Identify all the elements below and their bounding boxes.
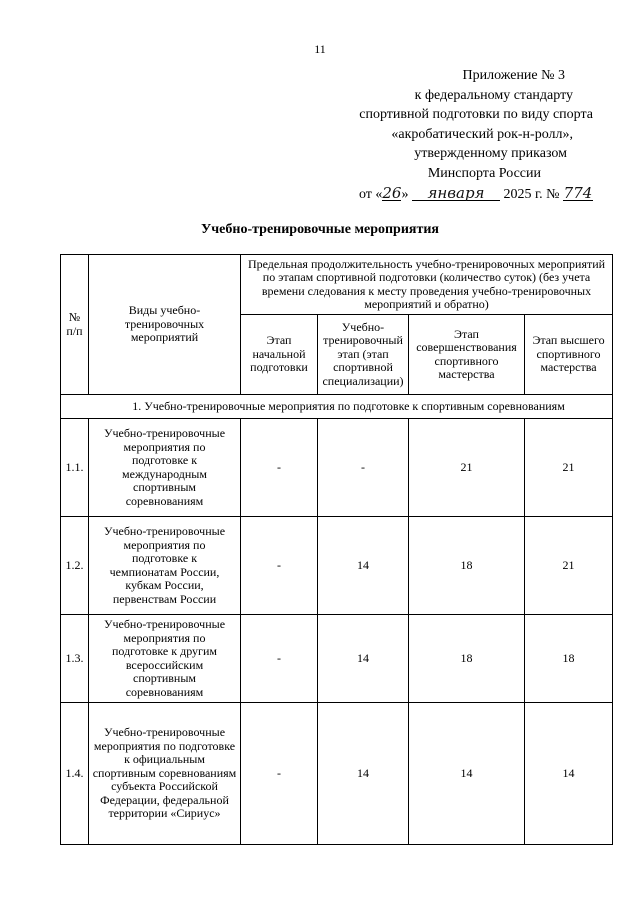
header-stage2: Учебно-тренировочный этап (этап спортивной специализации)	[318, 315, 409, 395]
row-stage4: 18	[525, 615, 613, 703]
header-stage4: Этап высшего спортивного мастерства	[525, 315, 613, 395]
table-row	[61, 615, 613, 703]
date-day-handwritten: 26	[382, 184, 402, 202]
date-prefix: от «	[358, 187, 383, 202]
events-table	[60, 254, 613, 845]
section-title: 1. Учебно-тренировочные мероприятия по подготовке к спортивным соревнованиям	[61, 395, 613, 419]
row-stage2: 14	[318, 703, 409, 845]
appendix-line: утвержденному приказом	[414, 146, 567, 161]
header-stage1: Этап начальной подготовки	[241, 315, 318, 395]
date-mid: »	[401, 187, 412, 202]
row-stage4: 21	[525, 517, 613, 615]
appendix-line: к федеральному стандарту	[414, 87, 573, 103]
row-name: Учебно-тренировочные мероприятия по подготовке к официальным спортивным соревнованиям субъекта Российской Федерации, федеральной территории «Сириус»	[89, 703, 241, 845]
row-num: 1.4.	[61, 703, 89, 845]
row-stage1: -	[241, 703, 318, 845]
row-stage4: 21	[525, 419, 613, 517]
row-stage3: 18	[409, 615, 525, 703]
row-stage4: 14	[525, 703, 613, 845]
row-stage2: -	[318, 419, 409, 517]
row-stage3: 21	[409, 419, 525, 517]
section-row	[61, 395, 613, 419]
row-num: 1.1.	[61, 419, 89, 517]
row-stage3: 14	[409, 703, 525, 845]
row-stage2: 14	[318, 517, 409, 615]
appendix-date-line	[293, 185, 593, 205]
appendix-title: Приложение № 3	[462, 68, 565, 83]
table-header-row	[61, 255, 613, 315]
appendix-line: Минспорта России	[427, 165, 541, 181]
row-name: Учебно-тренировочные мероприятия по подготовке к международным спортивным соревнованиям	[89, 419, 241, 517]
row-stage1: -	[241, 419, 318, 517]
table-row	[61, 517, 613, 615]
row-name: Учебно-тренировочные мероприятия по подготовке к другим всероссийским спортивным соревнованиям	[89, 615, 241, 703]
row-stage2: 14	[318, 615, 409, 703]
appendix-line: «акробатический рок-н-ролл»,	[391, 126, 573, 142]
row-stage3: 18	[409, 517, 525, 615]
table-row	[61, 703, 613, 845]
row-stage1: -	[241, 615, 318, 703]
row-stage1: -	[241, 517, 318, 615]
date-year: 2025 г. №	[499, 187, 563, 202]
header-num: № п/п	[61, 255, 89, 395]
header-stage3: Этап совершенствования спортивного мастерства	[409, 315, 525, 395]
header-duration: Предельная продолжительность учебно-тренировочных мероприятий по этапам спортивной подготовки (количество суток) (без учета времени следования к месту проведения учебно-тренировочных мероприятий и обратно)	[241, 255, 613, 315]
date-month-handwritten: января	[412, 186, 500, 201]
table-row	[61, 419, 613, 517]
row-name: Учебно-тренировочные мероприятия по подготовке к чемпионатам России, кубкам России, первенствам России	[89, 517, 241, 615]
page-number: 11	[314, 42, 326, 56]
row-num: 1.2.	[61, 517, 89, 615]
appendix-header	[293, 66, 593, 205]
appendix-line: спортивной подготовки по виду спорта	[359, 107, 593, 122]
header-kind: Виды учебно-тренировочных мероприятий	[89, 255, 241, 395]
page-title: Учебно-тренировочные мероприятия	[201, 222, 439, 237]
row-num: 1.3.	[61, 615, 89, 703]
order-number-handwritten: 774	[563, 184, 593, 202]
